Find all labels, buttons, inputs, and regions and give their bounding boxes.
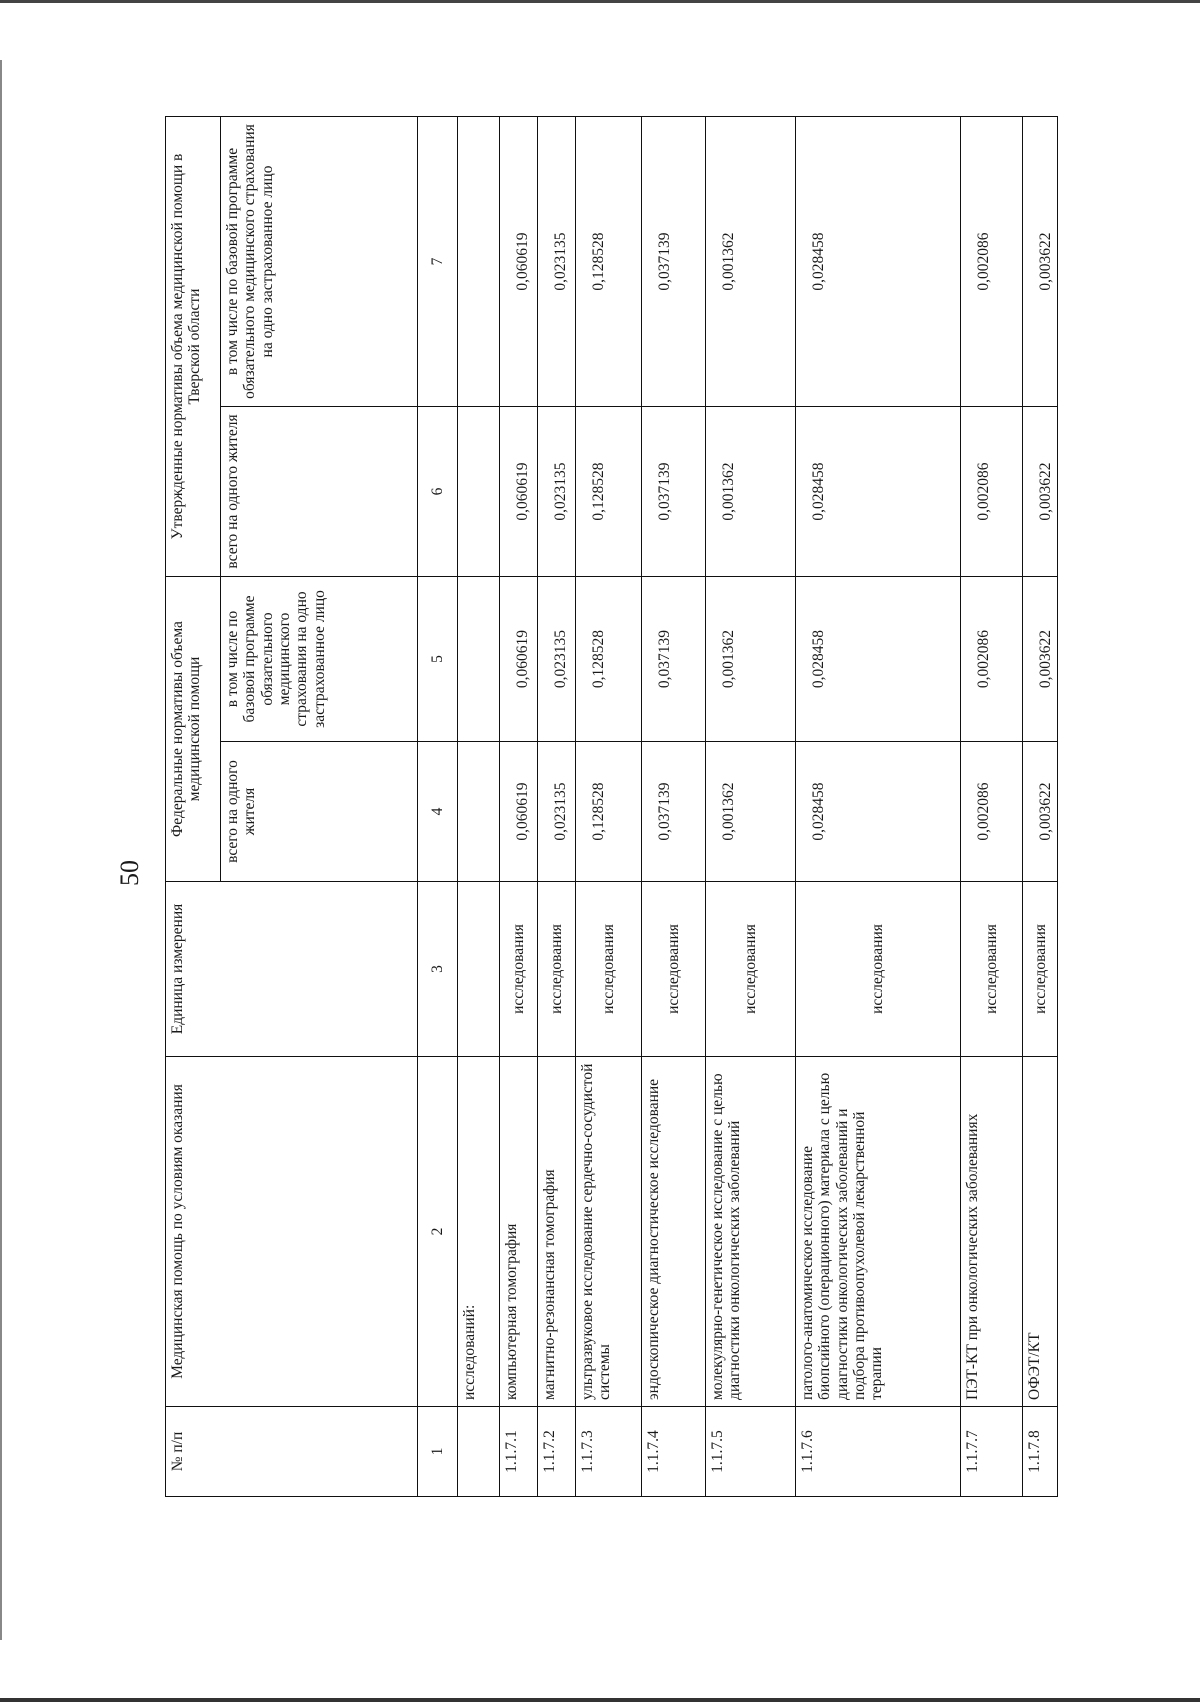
row-no: 1.1.7.1 [500,1407,538,1497]
row-no: 1.1.7.8 [1023,1407,1058,1497]
row-value: 0,128528 [576,577,642,742]
standards-table [165,116,1058,1497]
table-row [796,117,961,1497]
row-value: 0,023135 [538,742,576,882]
table-row [642,117,706,1497]
table-row [500,117,538,1497]
row-unit: исследования [538,882,576,1057]
scan-edge-top [0,0,1200,3]
col-number: 5 [418,577,458,742]
col-number: 4 [418,742,458,882]
column-number-row [418,117,458,1497]
header-federal: Федеральные нормативы объема медицинской помощи [166,577,221,882]
row-unit: исследования [1023,882,1058,1057]
row-value: 0,037139 [642,117,706,407]
row-value: 0,002086 [961,577,1023,742]
row-value: 0,060619 [500,117,538,407]
rotated-table-container [165,117,1055,1497]
table-row [706,117,796,1497]
header-tver-total: всего на одного жителя [221,407,418,577]
scan-edge-bottom [0,1698,1200,1702]
row-no: 1.1.7.6 [796,1407,961,1497]
header-fed-oms: в том числе по базовой программе обязательного медицинского страхования на одно застрахованное лицо [221,577,418,742]
col-number: 1 [418,1407,458,1497]
row-value: 0,128528 [576,742,642,882]
row-no: 1.1.7.5 [706,1407,796,1497]
row-name: ОФЭТ/КТ [1023,1057,1058,1407]
page-number: 50 [115,860,144,886]
table-row [961,117,1023,1497]
row-value: 0,028458 [796,742,961,882]
row-unit: исследования [961,882,1023,1057]
row-unit: исследования [576,882,642,1057]
row-unit: исследования [796,882,961,1057]
row-value: 0,028458 [796,407,961,577]
row-value: 0,001362 [706,407,796,577]
col-number: 3 [418,882,458,1057]
row-value: 0,003622 [1023,407,1058,577]
row-value: 0,023135 [538,117,576,407]
row-value: 0,023135 [538,577,576,742]
col-number: 6 [418,407,458,577]
row-value: 0,037139 [642,407,706,577]
row-value: 0,002086 [961,742,1023,882]
row-unit: исследования [500,882,538,1057]
row-name: ПЭТ-КТ при онкологических заболеваниях [961,1057,1023,1407]
col-number: 7 [418,117,458,407]
row-value: 0,001362 [706,742,796,882]
header-tver: Утвержденные нормативы объема медицинской помощи в Тверской области [166,117,221,577]
row-value: 0,003622 [1023,742,1058,882]
header-no: № п/п [166,1407,418,1497]
row-value: 0,037139 [642,577,706,742]
row-value: 0,002086 [961,407,1023,577]
row-name: магнитно-резонансная томография [538,1057,576,1407]
row-value: 0,037139 [642,742,706,882]
row-value: 0,128528 [576,407,642,577]
row-name: компьютерная томография [500,1057,538,1407]
row-no: 1.1.7.3 [576,1407,642,1497]
row-unit: исследования [642,882,706,1057]
section-label: исследований: [458,1057,500,1407]
row-value: 0,060619 [500,577,538,742]
header-care: Медицинская помощь по условиям оказания [166,1057,418,1407]
row-value: 0,060619 [500,742,538,882]
row-value: 0,023135 [538,407,576,577]
row-no: 1.1.7.2 [538,1407,576,1497]
table-row [576,117,642,1497]
row-value: 0,028458 [796,577,961,742]
row-value: 0,128528 [576,117,642,407]
row-value: 0,028458 [796,117,961,407]
header-fed-total: всего на одного жителя [221,742,418,882]
row-name: ультразвуковое исследование сердечно-сосудистой системы [576,1057,642,1407]
row-value: 0,001362 [706,577,796,742]
section-row [458,117,500,1497]
row-name: молекулярно-генетическое исследование с целью диагностики онкологических заболеваний [706,1057,796,1407]
row-value: 0,003622 [1023,577,1058,742]
header-unit: Единица измерения [166,882,418,1057]
scan-edge-left [0,60,2,1640]
table-row [1023,117,1058,1497]
row-name: патолого-анатомическое исследование биопсийного (операционного) материала с целью диагностики онкологических заболеваний и подбора противоопухолевой лекарственной терапии [796,1057,961,1407]
row-unit: исследования [706,882,796,1057]
header-tver-oms: в том числе по базовой программе обязательного медицинского страхования на одно застрахованное лицо [221,117,418,407]
row-no: 1.1.7.4 [642,1407,706,1497]
table-row [538,117,576,1497]
row-value: 0,001362 [706,117,796,407]
row-value: 0,003622 [1023,117,1058,407]
row-value: 0,060619 [500,407,538,577]
row-name: эндоскопическое диагностическое исследование [642,1057,706,1407]
row-value: 0,002086 [961,117,1023,407]
row-no: 1.1.7.7 [961,1407,1023,1497]
col-number: 2 [418,1057,458,1407]
